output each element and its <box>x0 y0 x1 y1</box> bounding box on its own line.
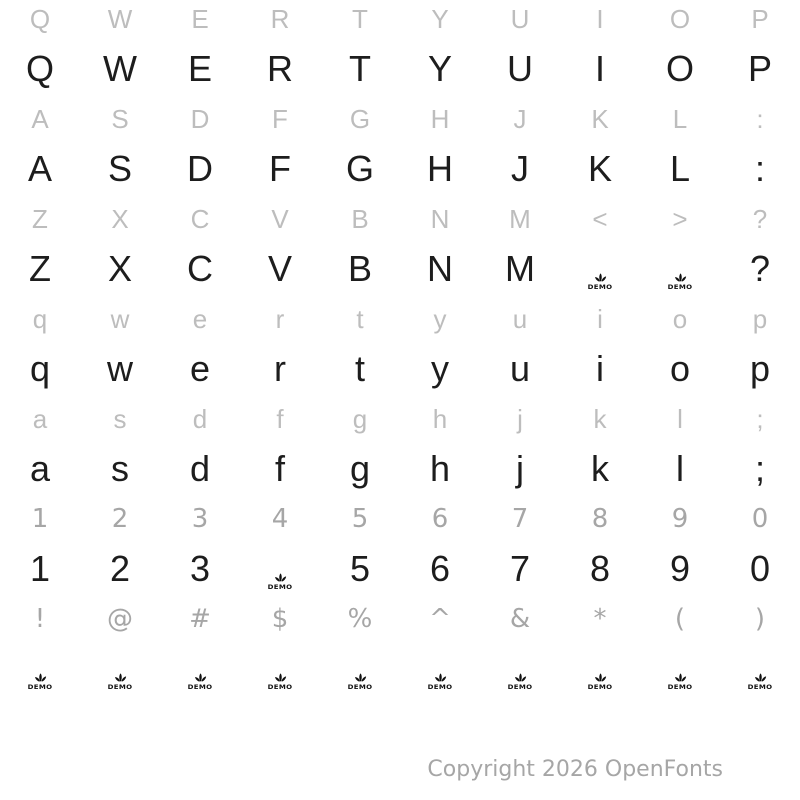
demo-glyph <box>667 650 693 691</box>
glyph-cell: 7 <box>509 548 531 589</box>
demo-glyph <box>347 650 373 691</box>
row-digits-gray <box>0 494 800 544</box>
glyph-cell: G <box>349 104 371 134</box>
glyph-cell: ? <box>749 248 771 289</box>
glyph-cell: l <box>676 448 684 489</box>
glyph-cell: u <box>509 348 531 389</box>
glyph-cell: ; <box>754 448 765 489</box>
demo-glyph-mark <box>188 671 213 691</box>
glyph-cell: 2 <box>111 504 129 534</box>
glyph-cell: y <box>433 304 447 334</box>
glyph-cell: F <box>269 148 291 189</box>
row-uppercase-home-large <box>0 144 800 194</box>
glyph-cell: S <box>107 148 132 189</box>
glyph-cell: t <box>354 348 365 389</box>
glyph-cell: g <box>349 448 371 489</box>
row-uppercase-home-gray <box>0 94 800 144</box>
glyph-cell: g <box>352 404 368 434</box>
glyph-cell: w <box>107 348 133 389</box>
demo-glyph-label: DEMO <box>427 683 453 691</box>
glyph-cell: H <box>430 104 450 134</box>
glyph-cell: B <box>351 204 369 234</box>
glyph-cell: M <box>505 248 535 289</box>
glyph-cell: h <box>432 404 448 434</box>
demo-glyph-mark <box>668 271 693 291</box>
glyph-cell: s <box>113 404 127 434</box>
demo-glyph-mark <box>588 671 613 691</box>
glyph-cell: C <box>190 204 210 234</box>
demo-glyph-label: DEMO <box>747 683 773 691</box>
glyph-cell: t <box>356 304 364 334</box>
glyph-cell: D <box>187 148 213 189</box>
glyph-cell: < <box>592 204 608 234</box>
demo-glyph-mark <box>588 271 613 291</box>
glyph-cell: ! <box>34 604 46 634</box>
glyph-cell: Y <box>431 4 449 34</box>
demo-ornament-icon <box>32 671 49 683</box>
glyph-cell: P <box>747 48 772 89</box>
glyph-cell: o <box>669 348 691 389</box>
glyph-cell: O <box>669 4 691 34</box>
glyph-cell: $ <box>271 604 289 634</box>
glyph-cell: a <box>32 404 48 434</box>
glyph-cell: Q <box>25 48 54 89</box>
glyph-cell: j <box>517 404 523 434</box>
glyph-cell: 5 <box>351 504 369 534</box>
glyph-cell: h <box>429 448 451 489</box>
glyph-cell: F <box>272 104 288 134</box>
glyph-cell: S <box>111 104 129 134</box>
demo-ornament-icon <box>192 671 209 683</box>
glyph-cell: Z <box>32 204 48 234</box>
glyph-cell: 0 <box>751 504 769 534</box>
demo-glyph-mark <box>28 671 53 691</box>
glyph-cell: H <box>427 148 453 189</box>
demo-glyph-mark <box>748 671 773 691</box>
glyph-cell: o <box>672 304 688 334</box>
glyph-cell: ( <box>674 604 686 634</box>
demo-glyph-mark <box>348 671 373 691</box>
glyph-cell: 6 <box>431 504 449 534</box>
glyph-cell: : <box>754 148 765 189</box>
glyph-cell: G <box>345 148 374 189</box>
glyph-cell: k <box>593 404 607 434</box>
row-uppercase-top-large <box>0 44 800 94</box>
demo-glyph-label: DEMO <box>587 683 613 691</box>
glyph-cell: 7 <box>511 504 529 534</box>
row-symbols-large <box>0 644 800 694</box>
demo-glyph-label: DEMO <box>507 683 533 691</box>
glyph-cell: 6 <box>429 548 451 589</box>
glyph-cell: N <box>430 204 450 234</box>
demo-glyph-mark <box>268 571 293 591</box>
glyph-cell: W <box>103 48 137 89</box>
glyph-cell: U <box>507 48 533 89</box>
glyph-cell: 4 <box>271 504 289 534</box>
glyph-cell: O <box>665 48 694 89</box>
demo-glyph-label: DEMO <box>347 683 373 691</box>
demo-glyph-mark <box>508 671 533 691</box>
glyph-cell: l <box>677 404 683 434</box>
glyph-cell: D <box>190 104 210 134</box>
demo-glyph <box>507 650 533 691</box>
demo-glyph-label: DEMO <box>267 683 293 691</box>
glyph-cell: q <box>29 348 51 389</box>
glyph-cell: @ <box>107 604 133 634</box>
glyph-cell: A <box>27 148 52 189</box>
glyph-cell: E <box>187 48 212 89</box>
glyph-cell: w <box>110 304 130 334</box>
glyph-cell: i <box>596 348 604 389</box>
demo-ornament-icon <box>112 671 129 683</box>
glyph-cell: 3 <box>191 504 209 534</box>
glyph-cell: X <box>111 204 129 234</box>
copyright-text: Copyright 2026 OpenFonts <box>427 757 723 782</box>
glyph-cell: M <box>509 204 531 234</box>
demo-glyph <box>587 650 613 691</box>
glyph-cell: s <box>111 448 129 489</box>
glyph-cell: A <box>31 104 49 134</box>
demo-glyph-label: DEMO <box>587 283 613 291</box>
demo-glyph <box>187 650 213 691</box>
glyph-cell: i <box>597 304 603 334</box>
glyph-cell: j <box>516 448 524 489</box>
demo-glyph-label: DEMO <box>667 683 693 691</box>
glyph-cell: ? <box>752 204 768 234</box>
row-digits-large <box>0 544 800 594</box>
demo-ornament-icon <box>272 671 289 683</box>
glyph-cell: 2 <box>109 548 131 589</box>
glyph-cell: p <box>749 348 771 389</box>
glyph-cell: R <box>267 48 293 89</box>
demo-glyph <box>747 650 773 691</box>
demo-ornament-icon <box>592 271 609 283</box>
glyph-cell: C <box>187 248 213 289</box>
glyph-cell: 9 <box>669 548 691 589</box>
glyph-cell: d <box>192 404 208 434</box>
demo-glyph-label: DEMO <box>187 683 213 691</box>
demo-ornament-icon <box>432 671 449 683</box>
glyph-cell: e <box>189 348 211 389</box>
demo-glyph-mark <box>668 671 693 691</box>
glyph-cell: a <box>29 448 51 489</box>
row-uppercase-bottom-gray <box>0 194 800 244</box>
demo-glyph-mark <box>108 671 133 691</box>
glyph-cell: ^ <box>429 604 451 634</box>
glyph-cell: I <box>596 4 604 34</box>
glyph-cell: U <box>510 4 530 34</box>
glyph-cell: I <box>594 48 605 89</box>
glyph-cell: T <box>349 48 371 89</box>
glyph-cell: q <box>32 304 48 334</box>
glyph-cell: 8 <box>589 548 611 589</box>
glyph-cell: N <box>427 248 453 289</box>
demo-ornament-icon <box>592 671 609 683</box>
glyph-cell: % <box>347 604 373 634</box>
row-lowercase-home-large <box>0 444 800 494</box>
demo-glyph <box>427 650 453 691</box>
glyph-cell: B <box>347 248 372 289</box>
glyph-cell: & <box>509 604 531 634</box>
demo-glyph-label: DEMO <box>267 583 293 591</box>
glyph-cell: J <box>513 104 527 134</box>
glyph-cell: 0 <box>749 548 771 589</box>
glyph-cell: ) <box>754 604 766 634</box>
row-uppercase-top-gray <box>0 0 800 44</box>
glyph-cell: T <box>352 4 368 34</box>
demo-glyph-label: DEMO <box>107 683 133 691</box>
demo-glyph <box>267 550 293 591</box>
glyph-cell: W <box>107 4 133 34</box>
demo-ornament-icon <box>512 671 529 683</box>
demo-ornament-icon <box>672 271 689 283</box>
glyph-cell: : <box>756 104 764 134</box>
glyph-cell: * <box>593 604 607 634</box>
glyph-cell: p <box>752 304 768 334</box>
glyph-cell: K <box>587 148 612 189</box>
glyph-cell: X <box>107 248 132 289</box>
glyph-cell: y <box>431 348 449 389</box>
glyph-cell: # <box>189 604 211 634</box>
glyph-cell: e <box>192 304 208 334</box>
demo-glyph-label: DEMO <box>667 283 693 291</box>
glyph-cell: r <box>274 348 286 389</box>
demo-ornament-icon <box>672 671 689 683</box>
row-lowercase-top-gray <box>0 294 800 344</box>
demo-ornament-icon <box>352 671 369 683</box>
glyph-cell: J <box>511 148 529 189</box>
glyph-cell: L <box>672 104 688 134</box>
demo-ornament-icon <box>752 671 769 683</box>
glyph-cell: V <box>267 248 292 289</box>
row-lowercase-top-large <box>0 344 800 394</box>
demo-glyph-label: DEMO <box>27 683 53 691</box>
glyph-cell: V <box>271 204 289 234</box>
glyph-cell: 8 <box>591 504 609 534</box>
glyph-cell: E <box>191 4 209 34</box>
row-symbols-gray <box>0 594 800 644</box>
glyph-cell: > <box>672 204 688 234</box>
glyph-cell: f <box>274 448 285 489</box>
glyph-cell: Q <box>29 4 51 34</box>
demo-glyph <box>107 650 133 691</box>
glyph-cell: 5 <box>349 548 371 589</box>
glyph-cell: 9 <box>671 504 689 534</box>
glyph-cell: f <box>276 404 284 434</box>
glyph-cell: R <box>270 4 290 34</box>
glyph-cell: ; <box>756 404 764 434</box>
glyph-cell: u <box>512 304 528 334</box>
glyph-cell: r <box>275 304 285 334</box>
demo-glyph <box>267 650 293 691</box>
demo-glyph <box>667 250 693 291</box>
glyph-cell: 1 <box>29 548 51 589</box>
glyph-cell: d <box>189 448 211 489</box>
demo-ornament-icon <box>272 571 289 583</box>
glyph-cell: k <box>591 448 609 489</box>
glyph-cell: Y <box>427 48 452 89</box>
glyph-cell: K <box>591 104 609 134</box>
row-lowercase-home-gray <box>0 394 800 444</box>
glyph-cell: Z <box>29 248 51 289</box>
row-uppercase-bottom-large <box>0 244 800 294</box>
demo-glyph-mark <box>268 671 293 691</box>
demo-glyph-mark <box>428 671 453 691</box>
glyph-cell: P <box>751 4 769 34</box>
demo-glyph <box>587 250 613 291</box>
demo-glyph <box>27 650 53 691</box>
glyph-cell: 3 <box>189 548 211 589</box>
glyph-cell: 1 <box>31 504 49 534</box>
glyph-cell: L <box>669 148 691 189</box>
